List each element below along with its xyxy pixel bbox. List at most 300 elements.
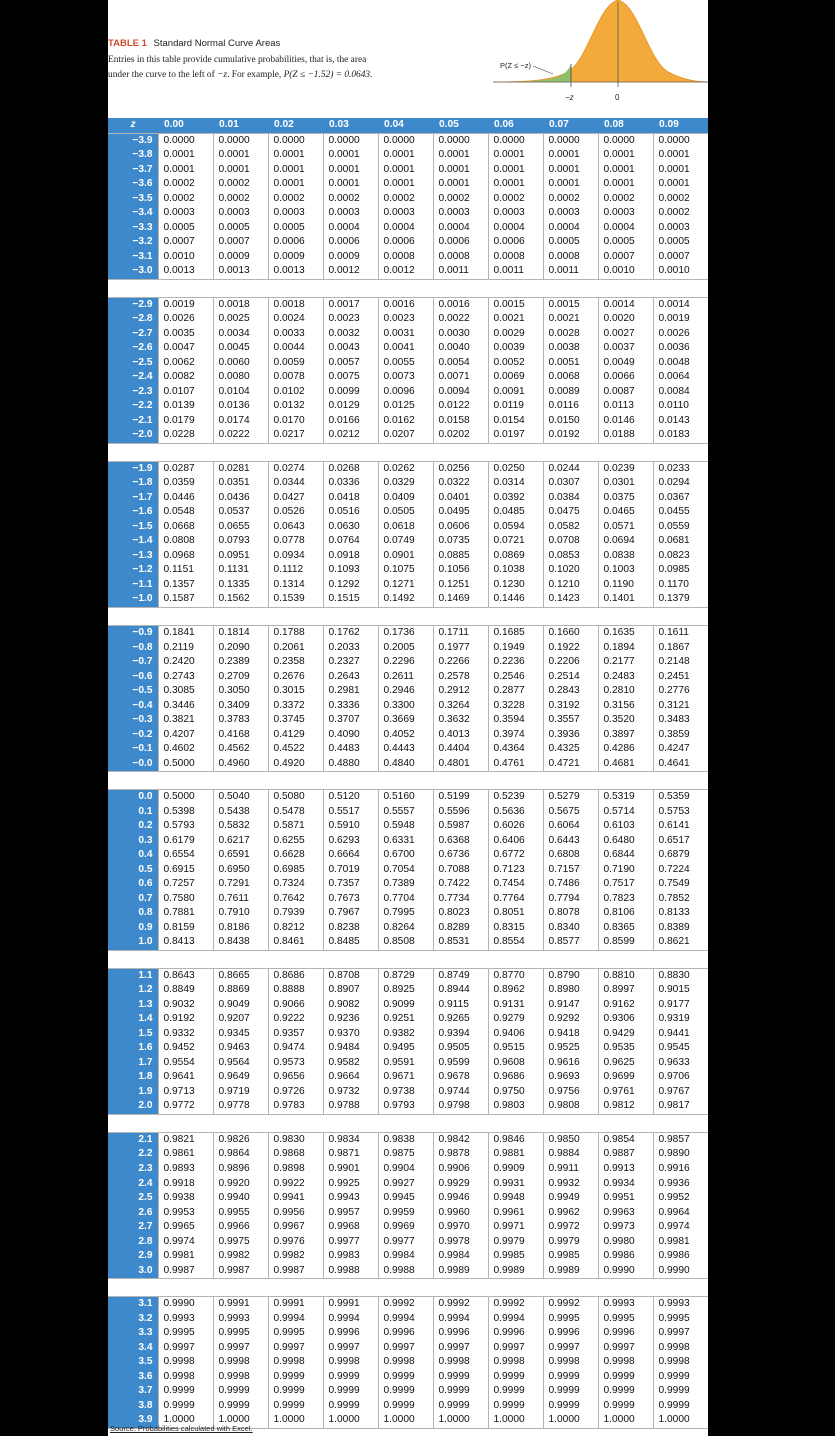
probability-cell: 0.5160 (378, 790, 433, 805)
probability-cell: 0.8485 (323, 935, 378, 950)
probability-cell: 0.9890 (653, 1147, 708, 1162)
probability-cell: 0.8340 (543, 921, 598, 936)
column-header: 0.08 (598, 118, 653, 133)
probability-cell: 0.8554 (488, 935, 543, 950)
probability-cell: 0.0314 (488, 476, 543, 491)
column-header: 0.09 (653, 118, 708, 133)
group-spacer (108, 443, 708, 461)
z-value-cell: −1.9 (108, 461, 158, 476)
table-row (108, 1235, 708, 1250)
probability-cell: 0.0014 (598, 297, 653, 312)
probability-cell: 0.8830 (653, 968, 708, 983)
probability-cell: 0.9981 (653, 1235, 708, 1250)
probability-cell: 0.9887 (598, 1147, 653, 1162)
probability-cell: 0.2119 (158, 641, 213, 656)
probability-cell: 0.1949 (488, 641, 543, 656)
probability-cell: 0.8749 (433, 968, 488, 983)
probability-cell: 0.0003 (598, 206, 653, 221)
probability-cell: 0.9803 (488, 1099, 543, 1114)
probability-cell: 0.0003 (653, 221, 708, 236)
probability-cell: 0.7486 (543, 877, 598, 892)
probability-cell: 0.0301 (598, 476, 653, 491)
probability-cell: 0.3409 (213, 699, 268, 714)
probability-cell: 0.7088 (433, 863, 488, 878)
probability-cell: 0.0006 (433, 235, 488, 250)
z-value-cell: 2.4 (108, 1177, 158, 1192)
probability-cell: 0.0004 (543, 221, 598, 236)
probability-cell: 0.9881 (488, 1147, 543, 1162)
probability-cell: 0.9999 (158, 1399, 213, 1414)
probability-cell: 0.0446 (158, 491, 213, 506)
probability-cell: 0.2206 (543, 655, 598, 670)
probability-cell: 0.3745 (268, 713, 323, 728)
probability-cell: 0.9319 (653, 1012, 708, 1027)
probability-cell: 0.4443 (378, 742, 433, 757)
probability-cell: 0.8078 (543, 906, 598, 921)
probability-cell: 0.5239 (488, 790, 543, 805)
probability-cell: 1.0000 (543, 1413, 598, 1428)
probability-cell: 0.0392 (488, 491, 543, 506)
probability-cell: 0.0485 (488, 505, 543, 520)
probability-cell: 0.9394 (433, 1027, 488, 1042)
probability-cell: 0.9901 (323, 1162, 378, 1177)
probability-cell: 0.9842 (433, 1132, 488, 1147)
probability-cell: 0.0351 (213, 476, 268, 491)
probability-cell: 0.3446 (158, 699, 213, 714)
z-value-cell: −0.8 (108, 641, 158, 656)
probability-cell: 0.5199 (433, 790, 488, 805)
z-value-cell: −3.4 (108, 206, 158, 221)
probability-cell: 0.8106 (598, 906, 653, 921)
probability-cell: 0.9979 (543, 1235, 598, 1250)
table-row (108, 1249, 708, 1264)
probability-cell: 0.9868 (268, 1147, 323, 1162)
probability-cell: 0.0068 (543, 370, 598, 385)
probability-cell: 0.0008 (543, 250, 598, 265)
probability-cell: 0.0001 (268, 163, 323, 178)
table-row (108, 655, 708, 670)
probability-cell: 0.1251 (433, 578, 488, 593)
probability-cell: 0.2358 (268, 655, 323, 670)
desc-line-2-expr: P(Z ≤ −1.52) = 0.0643. (283, 70, 373, 80)
probability-cell: 0.8531 (433, 935, 488, 950)
probability-cell: 0.9999 (598, 1384, 653, 1399)
probability-cell: 0.0721 (488, 534, 543, 549)
probability-cell: 0.0004 (378, 221, 433, 236)
table-row (108, 221, 708, 236)
label-pointer (533, 66, 553, 74)
z-value-cell: −3.2 (108, 235, 158, 250)
probability-cell: 0.0455 (653, 505, 708, 520)
z-value-cell: −3.5 (108, 192, 158, 207)
probability-cell: 0.0039 (488, 341, 543, 356)
probability-cell: 0.9332 (158, 1027, 213, 1042)
probability-cell: 0.0764 (323, 534, 378, 549)
probability-cell: 0.8023 (433, 906, 488, 921)
probability-cell: 0.2611 (378, 670, 433, 685)
table-row (108, 476, 708, 491)
probability-cell: 0.0012 (378, 264, 433, 279)
group-spacer (108, 1279, 708, 1297)
probability-cell: 0.0071 (433, 370, 488, 385)
z-value-cell: −3.0 (108, 264, 158, 279)
probability-cell: 0.8643 (158, 968, 213, 983)
probability-cell: 0.0003 (323, 206, 378, 221)
probability-cell: 0.0001 (653, 148, 708, 163)
probability-cell: 0.9959 (378, 1206, 433, 1221)
z-value-cell: 1.5 (108, 1027, 158, 1042)
probability-cell: 0.4404 (433, 742, 488, 757)
probability-cell: 0.0001 (433, 148, 488, 163)
probability-cell: 0.6700 (378, 848, 433, 863)
group-spacer (108, 607, 708, 625)
desc-line-1: Entries in this table provide cumulative probabilities, that is, the area (108, 55, 367, 65)
probability-cell: 0.0048 (653, 356, 708, 371)
probability-cell: 0.0217 (268, 428, 323, 443)
table-row (108, 578, 708, 593)
probability-cell: 0.0233 (653, 461, 708, 476)
probability-cell: 0.9956 (268, 1206, 323, 1221)
probability-cell: 0.9988 (323, 1264, 378, 1279)
probability-cell: 0.9998 (653, 1341, 708, 1356)
z-value-cell: −2.6 (108, 341, 158, 356)
probability-cell: 0.2483 (598, 670, 653, 685)
probability-cell: 0.0268 (323, 461, 378, 476)
probability-cell: 0.0013 (213, 264, 268, 279)
probability-cell: 0.0034 (213, 327, 268, 342)
probability-cell: 0.6985 (268, 863, 323, 878)
desc-line-2-mid: . For example, (227, 70, 284, 80)
z-value-cell: −2.8 (108, 312, 158, 327)
probability-cell: 0.2005 (378, 641, 433, 656)
probability-cell: 0.0001 (268, 148, 323, 163)
probability-cell: 0.0017 (323, 297, 378, 312)
probability-cell: 0.4090 (323, 728, 378, 743)
probability-cell: 0.1335 (213, 578, 268, 593)
probability-cell: 0.9066 (268, 998, 323, 1013)
normal-curve-figure (493, 0, 708, 112)
probability-cell: 0.9525 (543, 1041, 598, 1056)
probability-cell: 0.9943 (323, 1191, 378, 1206)
probability-cell: 0.0064 (653, 370, 708, 385)
probability-cell: 0.3594 (488, 713, 543, 728)
probability-cell: 0.9732 (323, 1085, 378, 1100)
probability-cell: 0.4247 (653, 742, 708, 757)
probability-cell: 0.0107 (158, 385, 213, 400)
probability-cell: 0.8686 (268, 968, 323, 983)
probability-cell: 0.9893 (158, 1162, 213, 1177)
probability-cell: 0.5987 (433, 819, 488, 834)
probability-cell: 0.2389 (213, 655, 268, 670)
probability-cell: 0.9864 (213, 1147, 268, 1162)
probability-cell: 0.7764 (488, 892, 543, 907)
probability-cell: 0.9625 (598, 1056, 653, 1071)
probability-cell: 0.9997 (433, 1341, 488, 1356)
probability-cell: 0.0087 (598, 385, 653, 400)
probability-cell: 0.0146 (598, 414, 653, 429)
probability-cell: 0.9992 (378, 1297, 433, 1312)
probability-cell: 0.0023 (378, 312, 433, 327)
table-row (108, 863, 708, 878)
probability-cell: 0.9979 (488, 1235, 543, 1250)
probability-cell: 0.9952 (653, 1191, 708, 1206)
probability-cell: 0.2514 (543, 670, 598, 685)
desc-line-2-var: −z (217, 70, 228, 80)
column-header: 0.00 (158, 118, 213, 133)
probability-cell: 0.8849 (158, 983, 213, 998)
probability-cell: 0.9744 (433, 1085, 488, 1100)
probability-cell: 0.0222 (213, 428, 268, 443)
probability-cell: 0.2643 (323, 670, 378, 685)
probability-cell: 1.0000 (598, 1413, 653, 1428)
probability-cell: 0.0655 (213, 520, 268, 535)
probability-cell: 0.9998 (488, 1355, 543, 1370)
probability-cell: 0.1292 (323, 578, 378, 593)
probability-cell: 0.3121 (653, 699, 708, 714)
probability-cell: 0.9974 (653, 1220, 708, 1235)
probability-cell: 0.7190 (598, 863, 653, 878)
probability-cell: 0.9505 (433, 1041, 488, 1056)
table-row (108, 297, 708, 312)
probability-cell: 0.0000 (433, 133, 488, 148)
probability-cell: 0.9995 (213, 1326, 268, 1341)
probability-cell: 0.0002 (323, 192, 378, 207)
probability-cell: 0.3632 (433, 713, 488, 728)
probability-cell: 0.7224 (653, 863, 708, 878)
probability-cell: 0.9904 (378, 1162, 433, 1177)
probability-cell: 0.0005 (653, 235, 708, 250)
table-row (108, 1027, 708, 1042)
probability-cell: 0.9998 (433, 1355, 488, 1370)
probability-cell: 0.5517 (323, 805, 378, 820)
probability-cell: 0.0011 (488, 264, 543, 279)
probability-cell: 0.0030 (433, 327, 488, 342)
probability-cell: 0.4602 (158, 742, 213, 757)
table-row (108, 461, 708, 476)
probability-cell: 0.0005 (268, 221, 323, 236)
probability-cell: 0.0005 (598, 235, 653, 250)
probability-cell: 0.3936 (543, 728, 598, 743)
probability-cell: 0.9515 (488, 1041, 543, 1056)
probability-cell: 0.7704 (378, 892, 433, 907)
probability-cell: 0.0668 (158, 520, 213, 535)
probability-cell: 0.9936 (653, 1177, 708, 1192)
probability-cell: 0.9418 (543, 1027, 598, 1042)
probability-cell: 0.7454 (488, 877, 543, 892)
probability-cell: 0.9162 (598, 998, 653, 1013)
probability-cell: 0.8770 (488, 968, 543, 983)
probability-cell: 0.1170 (653, 578, 708, 593)
probability-cell: 0.0116 (543, 399, 598, 414)
probability-cell: 0.0015 (488, 297, 543, 312)
probability-cell: 0.9977 (378, 1235, 433, 1250)
probability-cell: 0.9999 (653, 1384, 708, 1399)
probability-cell: 0.9990 (598, 1264, 653, 1279)
probability-cell: 0.9982 (213, 1249, 268, 1264)
probability-cell: 0.8708 (323, 968, 378, 983)
probability-cell: 0.9918 (158, 1177, 213, 1192)
probability-cell: 0.9719 (213, 1085, 268, 1100)
z-value-cell: −1.3 (108, 549, 158, 564)
z-value-cell: −1.8 (108, 476, 158, 491)
table-row (108, 998, 708, 1013)
probability-cell: 0.0021 (488, 312, 543, 327)
table-row (108, 834, 708, 849)
probability-cell: 0.0035 (158, 327, 213, 342)
table-row (108, 1070, 708, 1085)
probability-cell: 0.0007 (598, 250, 653, 265)
probability-cell: 0.3897 (598, 728, 653, 743)
probability-cell: 0.0495 (433, 505, 488, 520)
probability-cell: 0.9998 (323, 1355, 378, 1370)
table-row (108, 341, 708, 356)
probability-cell: 0.9997 (213, 1341, 268, 1356)
axis-label-neg-z: −z (565, 93, 574, 102)
probability-cell: 0.9965 (158, 1220, 213, 1235)
probability-cell: 0.0002 (268, 192, 323, 207)
probability-cell: 0.6591 (213, 848, 268, 863)
probability-cell: 0.9960 (433, 1206, 488, 1221)
probability-cell: 0.2296 (378, 655, 433, 670)
probability-cell: 0.2743 (158, 670, 213, 685)
z-value-cell: −0.1 (108, 742, 158, 757)
probability-cell: 0.0166 (323, 414, 378, 429)
probability-cell: 0.7823 (598, 892, 653, 907)
probability-cell: 0.0009 (323, 250, 378, 265)
probability-cell: 0.9726 (268, 1085, 323, 1100)
probability-cell: 0.3707 (323, 713, 378, 728)
probability-cell: 0.0735 (433, 534, 488, 549)
probability-cell: 0.9429 (598, 1027, 653, 1042)
probability-cell: 0.4013 (433, 728, 488, 743)
probability-cell: 0.0250 (488, 461, 543, 476)
probability-cell: 0.9871 (323, 1147, 378, 1162)
probability-cell: 0.9834 (323, 1132, 378, 1147)
probability-cell: 0.0197 (488, 428, 543, 443)
probability-cell: 0.1894 (598, 641, 653, 656)
probability-cell: 0.0082 (158, 370, 213, 385)
z-value-cell: −1.5 (108, 520, 158, 535)
probability-cell: 0.0003 (158, 206, 213, 221)
probability-cell: 0.0104 (213, 385, 268, 400)
probability-cell: 0.0003 (488, 206, 543, 221)
probability-cell: 0.9738 (378, 1085, 433, 1100)
probability-cell: 0.0427 (268, 491, 323, 506)
probability-cell: 0.0005 (213, 221, 268, 236)
probability-cell: 0.9999 (378, 1399, 433, 1414)
probability-cell: 0.0004 (323, 221, 378, 236)
probability-cell: 0.3483 (653, 713, 708, 728)
probability-cell: 0.0559 (653, 520, 708, 535)
probability-cell: 0.9808 (543, 1099, 598, 1114)
table-row (108, 264, 708, 279)
z-value-cell: −2.9 (108, 297, 158, 312)
probability-cell: 0.0307 (543, 476, 598, 491)
probability-cell: 0.9957 (323, 1206, 378, 1221)
probability-cell: 0.1492 (378, 592, 433, 607)
probability-cell: 0.0031 (378, 327, 433, 342)
probability-cell: 0.7881 (158, 906, 213, 921)
probability-cell: 0.0436 (213, 491, 268, 506)
probability-cell: 0.1562 (213, 592, 268, 607)
probability-cell: 0.9964 (653, 1206, 708, 1221)
probability-cell: 0.2776 (653, 684, 708, 699)
probability-cell: 0.7291 (213, 877, 268, 892)
probability-cell: 0.9573 (268, 1056, 323, 1071)
probability-cell: 0.0006 (488, 235, 543, 250)
probability-cell: 0.5000 (158, 757, 213, 772)
probability-cell: 0.1038 (488, 563, 543, 578)
probability-cell: 0.0001 (213, 163, 268, 178)
z-value-cell: −0.6 (108, 670, 158, 685)
probability-cell: 0.1587 (158, 592, 213, 607)
probability-cell: 0.0009 (213, 250, 268, 265)
table-row (108, 728, 708, 743)
table-row (108, 428, 708, 443)
table-row (108, 935, 708, 950)
table-row (108, 312, 708, 327)
probability-cell: 0.0113 (598, 399, 653, 414)
probability-cell: 0.0016 (433, 297, 488, 312)
probability-cell: 0.0013 (268, 264, 323, 279)
probability-cell: 0.4761 (488, 757, 543, 772)
table-row (108, 563, 708, 578)
probability-cell: 0.1401 (598, 592, 653, 607)
probability-cell: 0.0002 (543, 192, 598, 207)
probability-cell: 0.6879 (653, 848, 708, 863)
probability-cell: 0.8577 (543, 935, 598, 950)
probability-cell: 0.9999 (268, 1399, 323, 1414)
probability-cell: 0.0001 (653, 177, 708, 192)
probability-cell: 0.2177 (598, 655, 653, 670)
probability-cell: 0.0359 (158, 476, 213, 491)
probability-cell: 0.0139 (158, 399, 213, 414)
probability-cell: 0.9554 (158, 1056, 213, 1071)
probability-cell: 0.6141 (653, 819, 708, 834)
z-value-cell: 1.6 (108, 1041, 158, 1056)
probability-cell: 0.0006 (323, 235, 378, 250)
table-row (108, 699, 708, 714)
probability-cell: 0.0000 (378, 133, 433, 148)
probability-cell: 0.9984 (378, 1249, 433, 1264)
probability-cell: 0.0322 (433, 476, 488, 491)
probability-cell: 0.9147 (543, 998, 598, 1013)
probability-cell: 0.9878 (433, 1147, 488, 1162)
column-header-row (108, 118, 708, 133)
probability-cell: 0.2236 (488, 655, 543, 670)
probability-cell: 0.0132 (268, 399, 323, 414)
probability-cell: 0.9995 (543, 1312, 598, 1327)
probability-cell: 0.9977 (323, 1235, 378, 1250)
probability-cell: 0.0256 (433, 461, 488, 476)
probability-cell: 0.8925 (378, 983, 433, 998)
probability-cell: 0.5398 (158, 805, 213, 820)
probability-cell: 0.0212 (323, 428, 378, 443)
probability-cell: 0.5120 (323, 790, 378, 805)
probability-cell: 0.9997 (268, 1341, 323, 1356)
probability-cell: 0.9099 (378, 998, 433, 1013)
probability-cell: 0.9463 (213, 1041, 268, 1056)
source-note: Source: Probabilities calculated with Excel. (110, 1424, 253, 1433)
probability-cell: 0.9783 (268, 1099, 323, 1114)
probability-cell: 0.3192 (543, 699, 598, 714)
table-row (108, 592, 708, 607)
probability-cell: 0.9177 (653, 998, 708, 1013)
probability-cell: 0.0793 (213, 534, 268, 549)
probability-cell: 0.1423 (543, 592, 598, 607)
probability-cell: 0.0001 (323, 177, 378, 192)
probability-cell: 0.0001 (488, 148, 543, 163)
